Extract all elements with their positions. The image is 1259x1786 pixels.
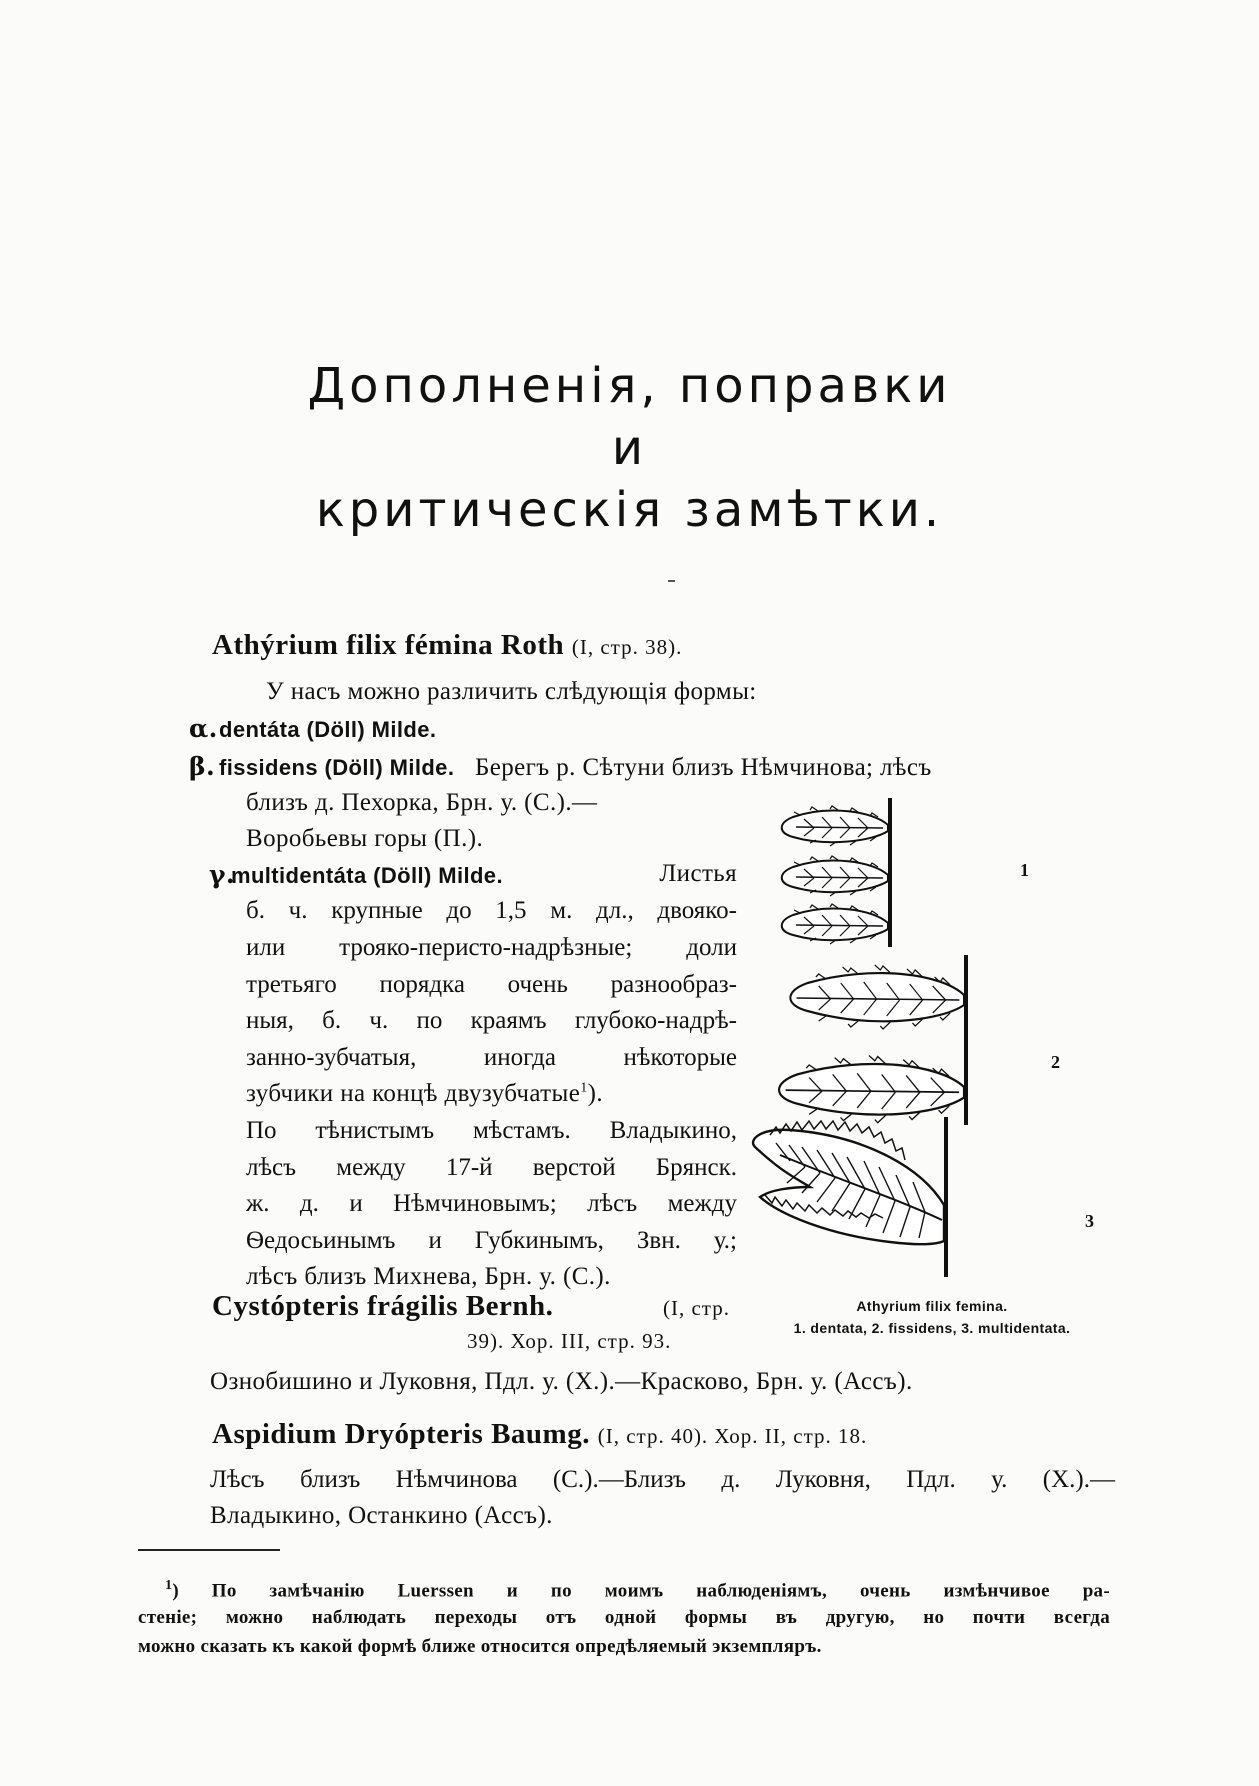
cystopteris-ref-2: 39). Хор. III, стр. 93. xyxy=(467,1329,672,1353)
figure-caption xyxy=(742,1295,1122,1339)
footnote-line-1 xyxy=(165,1578,1110,1602)
gamma-line: третьяго порядка очень разнообраз- xyxy=(246,971,737,998)
gamma-line-end: ). xyxy=(587,1080,603,1107)
gamma-line: По тѣнистымъ мѣстамъ. Владыкино, xyxy=(246,1117,737,1144)
beta-letter: β. xyxy=(189,752,216,781)
athyrium-heading xyxy=(212,629,682,662)
footnote-marker[interactable]: 1 xyxy=(580,1080,588,1096)
gamma-line: ж. д. и Нѣмчиновымъ; лѣсъ между xyxy=(246,1190,737,1217)
footnote-text-1: ) По замѣчанію Luerssen и по моимъ наблюденіямъ, очень измѣнчивое ра- xyxy=(172,1580,1110,1602)
beta-text-3: Воробьевы горы (П.). xyxy=(246,825,484,852)
caption-title: Athyrium filix femina. xyxy=(856,1298,1008,1314)
alpha-name: dentáta (Döll) Milde. xyxy=(219,717,437,742)
footnote-rule xyxy=(138,1549,280,1551)
fern-illustration xyxy=(750,795,1110,1290)
cystopteris-heading xyxy=(212,1290,730,1323)
gamma-line: б. ч. крупные до 1,5 м. дл., двояко- xyxy=(246,897,737,924)
gamma-line: или трояко-перисто-надрѣзные; доли xyxy=(246,934,737,961)
aspidium-name: Aspidium Dryópteris Baumg. xyxy=(212,1418,590,1450)
aspidium-text-2: Владыкино, Останкино (Ассъ). xyxy=(210,1502,553,1529)
beta-text-1: Берегъ р. Сѣтуни близъ Нѣмчинова; лѣсъ xyxy=(475,754,932,781)
cystopteris-text: Ознобишино и Луковня, Пдл. у. (Х.).—Красково, Брн. у. (Ассъ). xyxy=(210,1368,913,1395)
aspidium-text-1: Лѣсъ близъ Нѣмчинова (С.).—Близъ д. Луковня, Пдл. у. (Х.).— xyxy=(210,1466,1115,1493)
athyrium-intro: У насъ можно различить слѣдующія формы: xyxy=(266,678,757,705)
form-beta xyxy=(189,752,1122,782)
figure-number-1: 1 xyxy=(1020,860,1029,880)
cystopteris-ref-1: (I, стр. xyxy=(663,1296,730,1320)
caption-legend: 1. dentata, 2. fissidens, 3. multidentata. xyxy=(793,1320,1071,1336)
form-gamma xyxy=(209,860,737,890)
alpha-letter: α. xyxy=(189,714,218,743)
frond-multidentata xyxy=(753,1117,946,1277)
gamma-line: занно-зубчатыя, иногда нѣкоторые xyxy=(246,1044,737,1071)
form-alpha xyxy=(189,714,436,744)
beta-text-2: близъ д. Пехорка, Брн. у. (С.).— xyxy=(246,789,598,816)
aspidium-ref: (I, стр. 40). Хор. II, стр. 18. xyxy=(597,1424,868,1448)
frond-dentata xyxy=(782,798,890,947)
athyrium-name: Athýrium filix fémina Roth xyxy=(212,629,565,661)
frond-fissidens xyxy=(779,955,966,1125)
title-line-1: Дополненія, поправки xyxy=(307,358,952,414)
title-line-3: критическія замѣтки. xyxy=(315,482,944,538)
aspidium-heading xyxy=(212,1418,867,1451)
gamma-letter: γ. xyxy=(209,860,236,889)
figure-number-3: 3 xyxy=(1085,1211,1094,1231)
gamma-line: зубчики на концѣ двузубчатые xyxy=(246,1080,581,1107)
page-title xyxy=(0,355,1259,541)
beta-name: fissidens (Döll) Milde. xyxy=(219,755,455,780)
gamma-line: лѣсъ близъ Михнева, Брн. у. (С.). xyxy=(246,1263,611,1290)
figure-number-2: 2 xyxy=(1051,1052,1060,1072)
gamma-line: лѣсъ между 17-й верстой Брянск. xyxy=(246,1154,737,1181)
title-line-2: и xyxy=(611,420,648,476)
footnote-number: 1 xyxy=(165,1578,173,1593)
gamma-line-with-footnote xyxy=(246,1080,603,1108)
gamma-name: multidentáta (Döll) Milde. xyxy=(231,863,503,888)
title-dash xyxy=(668,580,675,582)
footnote-line-3: можно сказать къ какой формѣ ближе относится опредѣляемый экземпляръ. xyxy=(138,1636,822,1657)
cystopteris-name: Cystópteris frágilis Bernh. xyxy=(212,1290,554,1322)
footnote-line-2: стеніе; можно наблюдать переходы отъ одной формы въ другую, но почти всегда xyxy=(138,1607,1110,1628)
gamma-line: ныя, б. ч. по краямъ глубоко-надрѣ- xyxy=(246,1007,737,1034)
gamma-text-1: Листья xyxy=(659,860,737,887)
gamma-line: Ѳедосьинымъ и Губкинымъ, Звн. у.; xyxy=(246,1227,737,1254)
athyrium-ref: (I, стр. 38). xyxy=(571,635,683,659)
